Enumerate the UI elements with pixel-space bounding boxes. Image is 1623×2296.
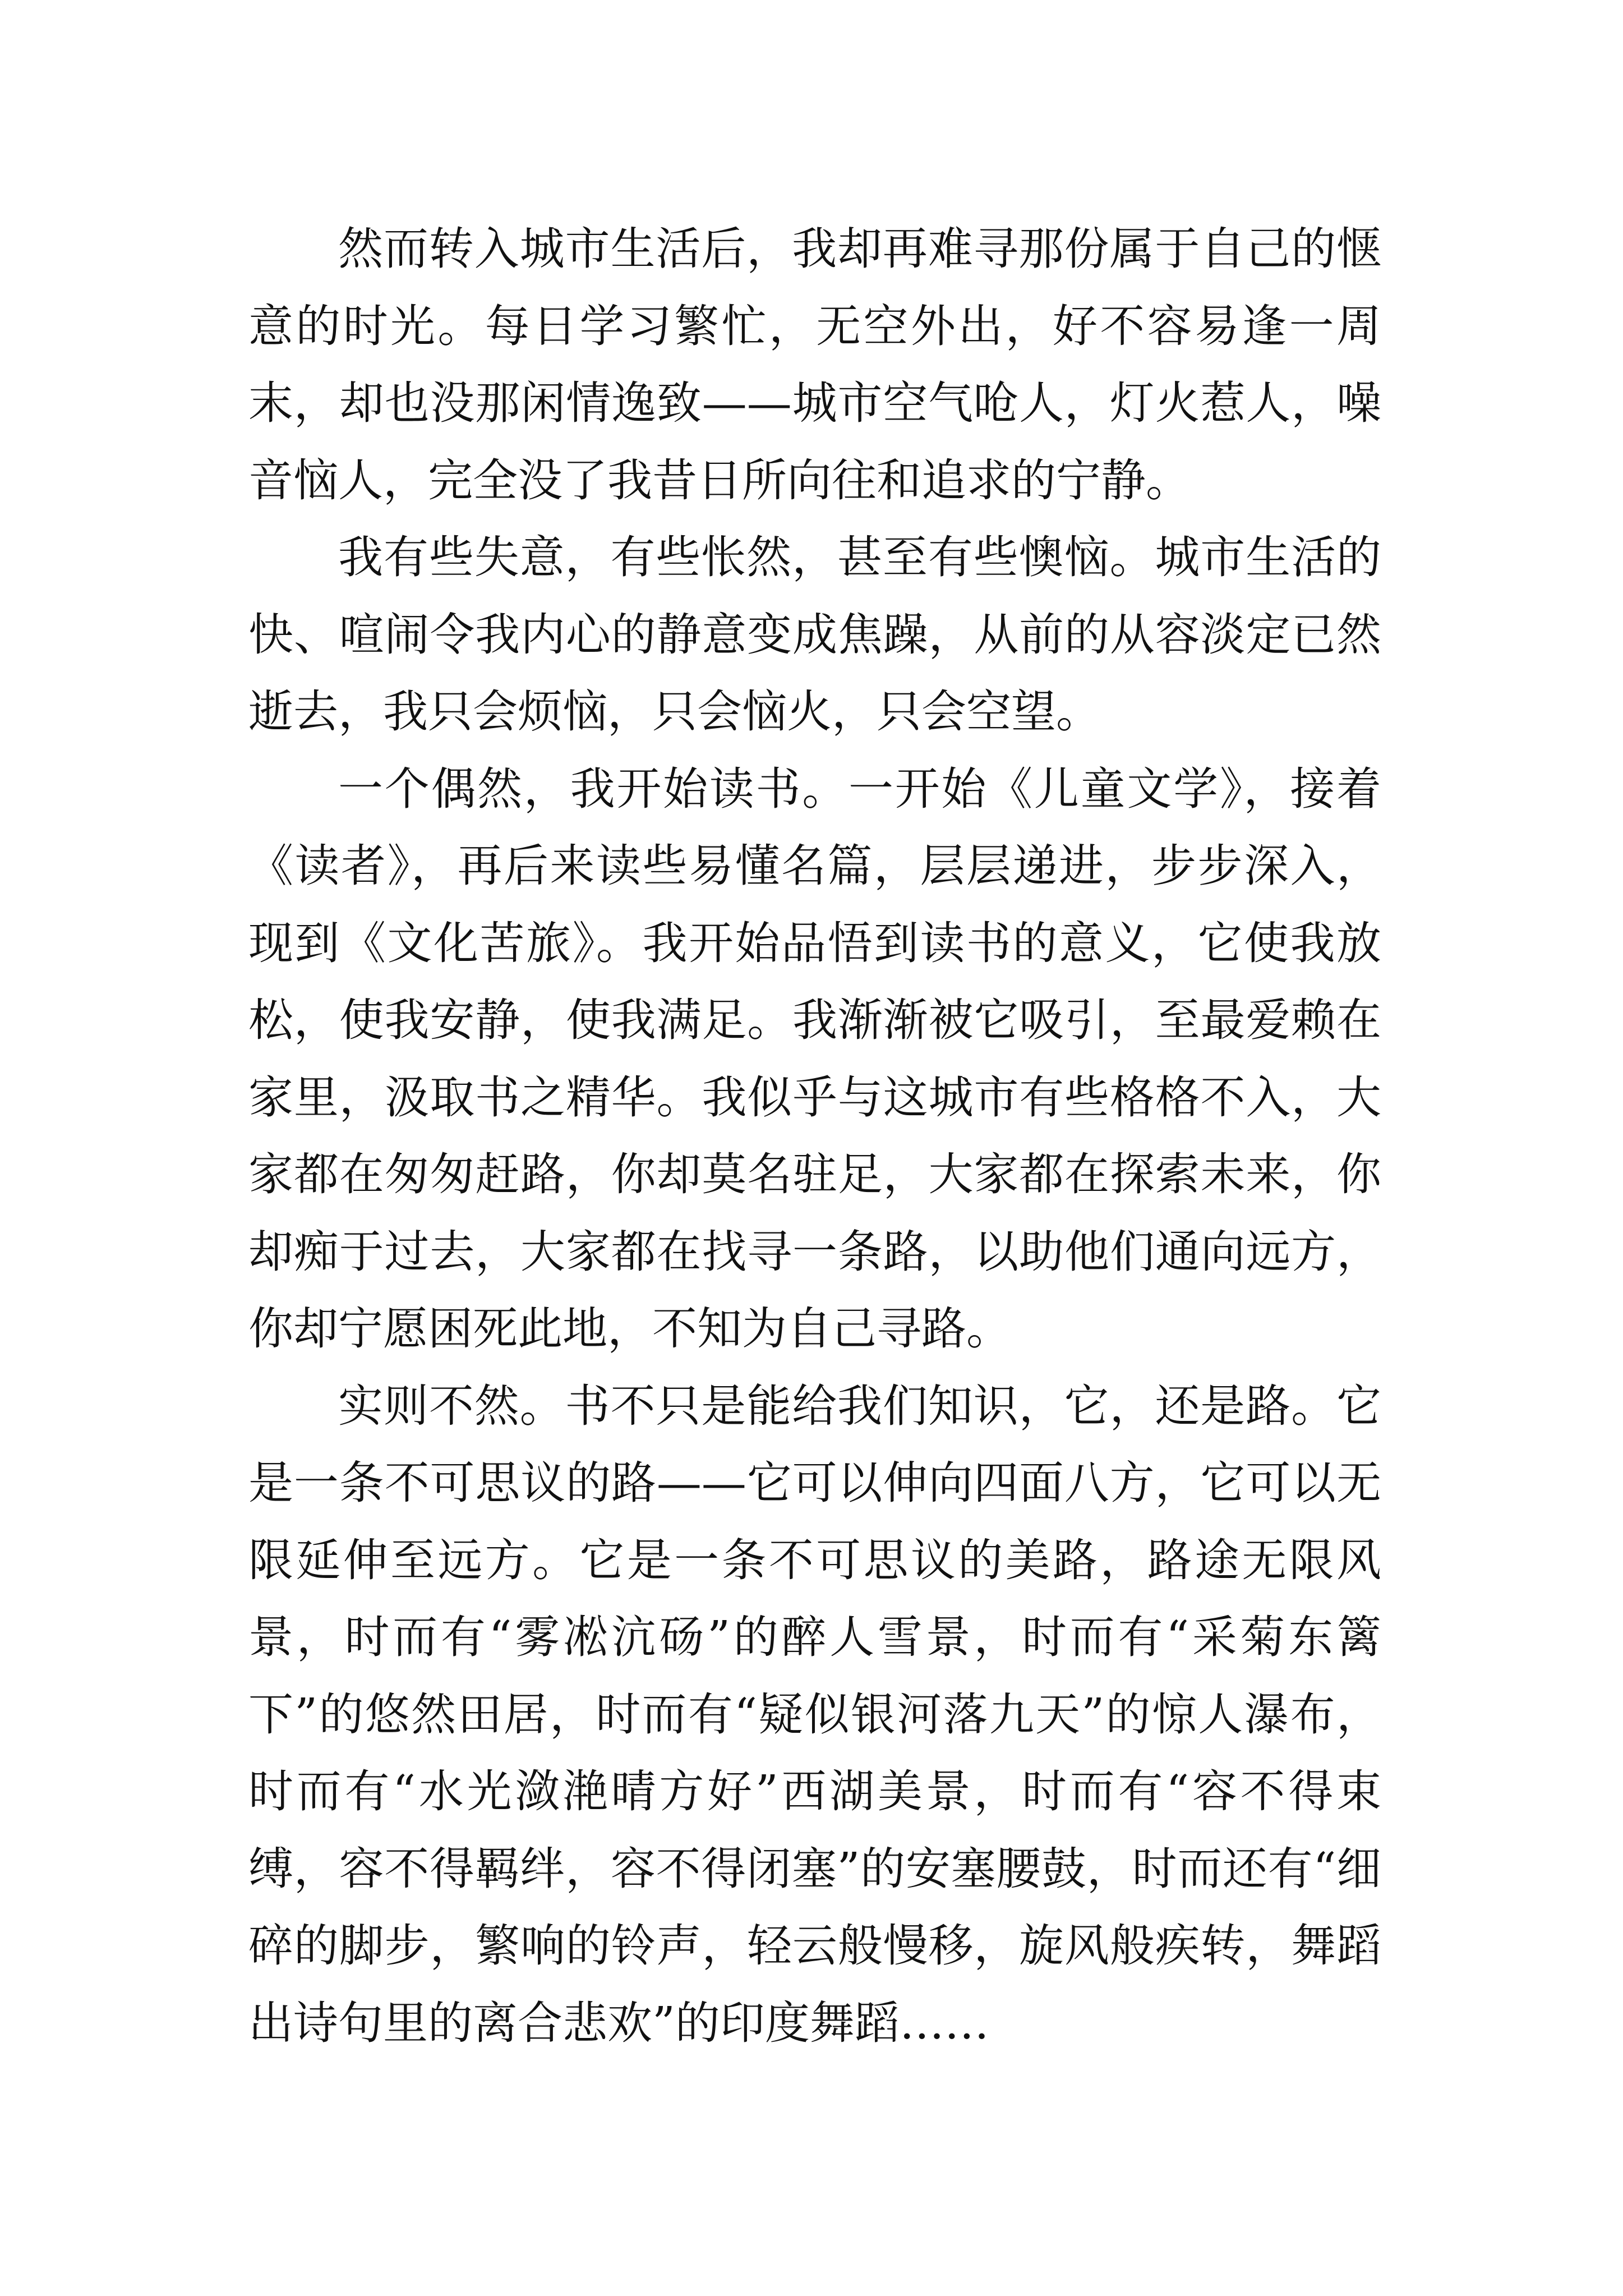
paragraph-3: 一个偶然，我开始读书。一开始《儿童文学》，接着《读者》，再后来读些易懂名篇，层层递进，步步深入，现到《文化苦旅》。我开始品悟到读书的意义，它使我放松，使我安静，使我满足。我渐渐被它吸引，至最爱赖在家里，汲取书之精华。我似乎与这城市有些格格不入，大家都在匆匆赶路，你却莫名驻足，大家都在探索未来，你却痴于过去，大家都在找寻一条路，以助他们通向远方，你却宁愿困死此地，不知为自己寻路。 bbox=[248, 762, 1381, 1355]
paragraph-4: 实则不然。书不只是能给我们知识，它，还是路。它是一条不可思议的路——它可以伸向四面八方，它可以无限延伸至远方。它是一条不可思议的美路，路途无限风景，时而有“雾凇沆砀”的醉人雪景，时而有“采菊东篱下”的悠然田居，时而有“疑似银河落九天”的惊人瀑布，时而有“水光潋滟晴方好”西湖美景，时而有“容不得束缚，容不得羁绊，容不得闭塞”的安塞腰鼓，时而还有“细碎的脚步，繁响的铃声，轻云般慢移，旋风般疾转，舞蹈出诗句里的离合悲欢”的印度舞蹈…… bbox=[248, 1379, 1381, 2049]
paragraph-2: 我有些失意，有些怅然，甚至有些懊恼。城市生活的快、喧闹令我内心的静意变成焦躁，从前的从容淡定已然逝去，我只会烦恼，只会恼火，只会空望。 bbox=[248, 531, 1381, 738]
body-text bbox=[248, 210, 1381, 2062]
paragraph-1: 然而转入城市生活后，我却再难寻那份属于自己的惬意的时光。每日学习繁忙，无空外出，好不容易逢一周末，却也没那闲情逸致——城市空气呛人，灯火惹人，噪音恼人，完全没了我昔日所向往和追求的宁静。 bbox=[248, 223, 1381, 507]
